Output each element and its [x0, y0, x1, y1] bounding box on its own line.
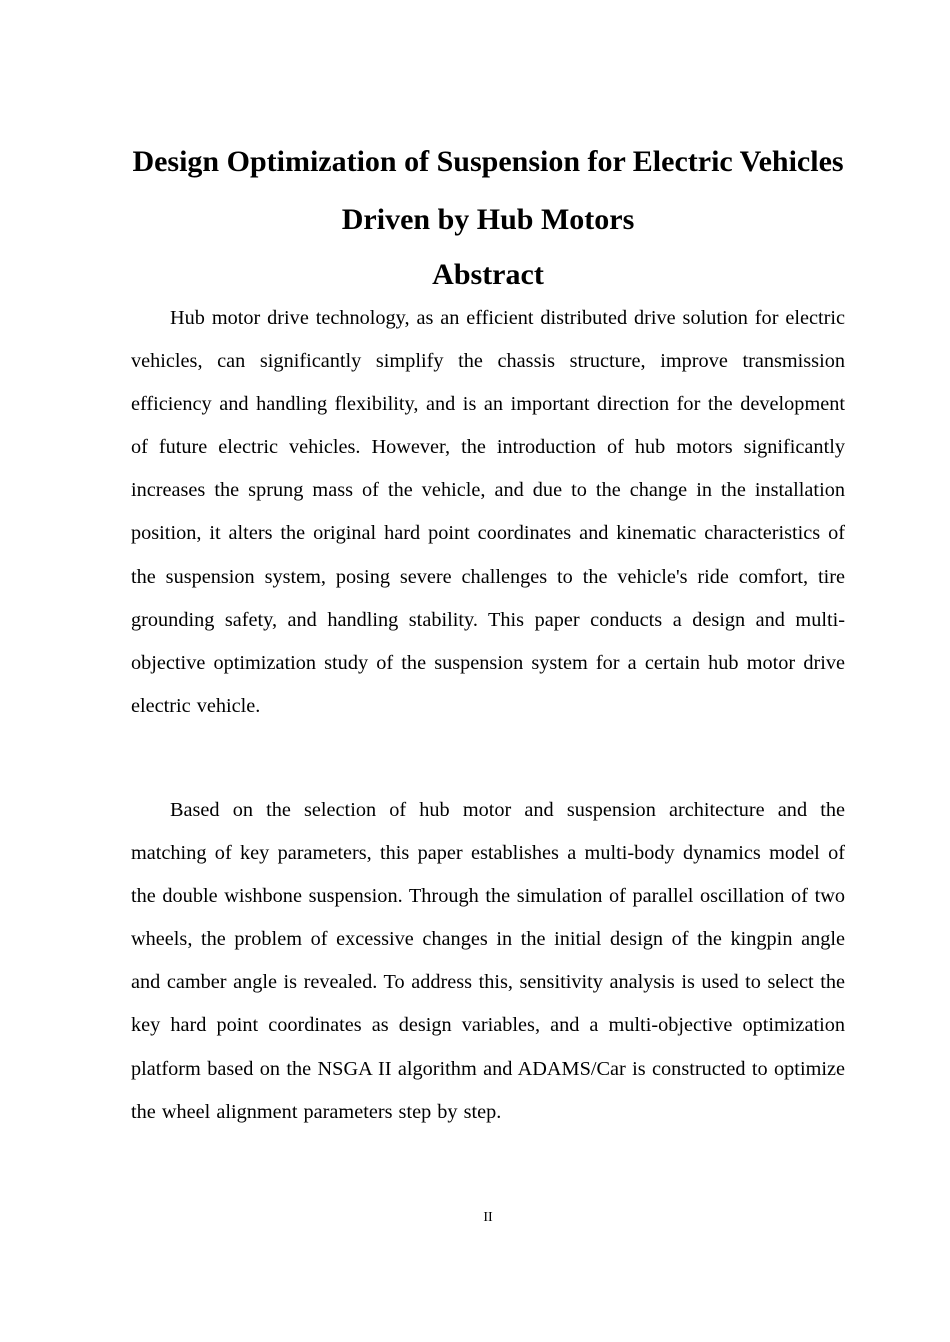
document-title: Design Optimization of Suspension for Electric Vehicles Driven by Hub Motors	[132, 145, 844, 236]
abstract-paragraph-1: Hub motor drive technology, as an efficient distributed drive solution for electric vehicles, can significantly simplify the chassis structure, improve transmission efficiency and handling flexibility, and is an important direction for the development of future electric vehicles. However, the introduction of hub motors significantly increases the sprung mass of the vehicle, and due to the change in the installation position, it alters the original hard point coordinates and kinematic characteristics of the suspension system, posing severe challenges to the vehicle's ride comfort, tire grounding safety, and handling stability. This paper conducts a design and multi-objective optimization study of the suspension system for a certain hub motor drive electric vehicle.	[131, 307, 845, 717]
abstract-heading: Abstract	[432, 258, 544, 291]
page-number: II	[483, 1210, 493, 1225]
abstract-paragraph-2: Based on the selection of hub motor and suspension architecture and the matching of key parameters, this paper establishes a multi-body dynamics model of the double wishbone suspension. Through the simulation of parallel oscillation of two wheels, the problem of excessive changes in the initial design of the kingpin angle and camber angle is revealed. To address this, sensitivity analysis is used to select the key hard point coordinates as design variables, and a multi-objective optimization platform based on the NSGA II algorithm and ADAMS/Car is constructed to optimize the wheel alignment parameters step by step.	[131, 799, 845, 1123]
